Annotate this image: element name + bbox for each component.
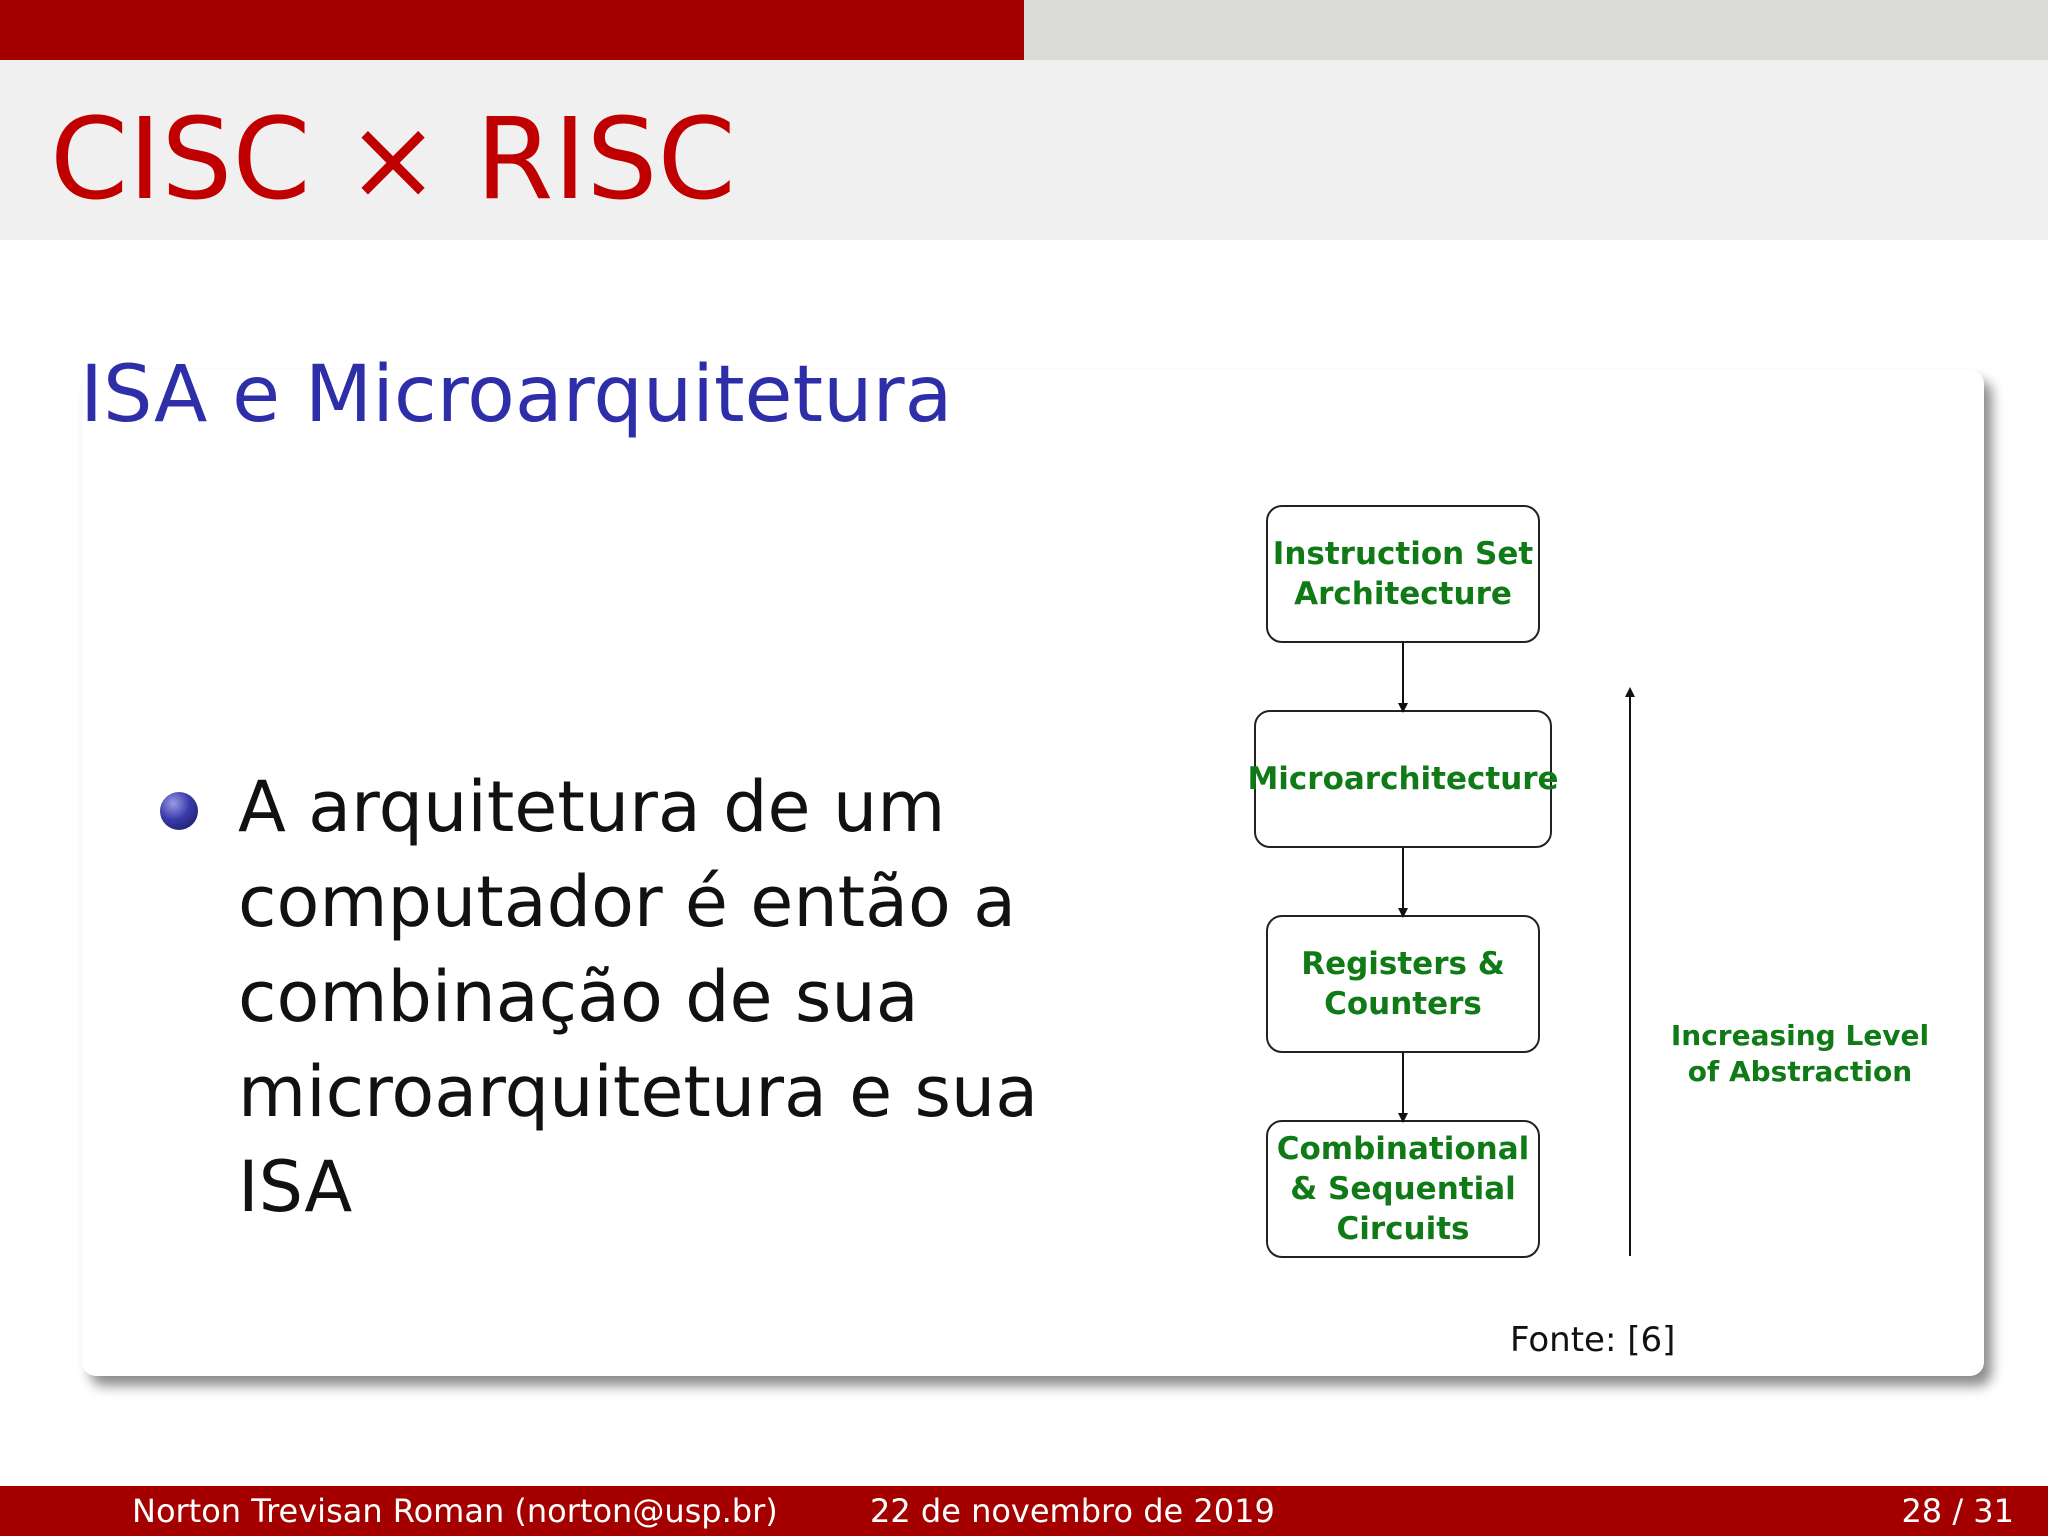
progress-track — [0, 0, 2048, 60]
footer-date: 22 de novembro de 2019 — [870, 1492, 1275, 1530]
footer-page-number: 28 / 31 — [1901, 1492, 2014, 1530]
level-registers-box: Registers & Counters — [1266, 915, 1540, 1053]
bullet-text: A arquitetura de um computador é então a combinação de sua microarquitetura e sua ISA — [238, 766, 1039, 1228]
level-microarchitecture-box: Microarchitecture — [1254, 710, 1552, 848]
block-title: ISA e Microarquitetura — [80, 350, 953, 440]
footer-bar — [0, 1486, 2048, 1536]
slide-title: CISC × RISC — [50, 95, 736, 225]
footer-author: Norton Trevisan Roman (norton@usp.br) — [132, 1492, 778, 1530]
source-citation: Fonte: [6] — [1510, 1320, 1676, 1360]
abstraction-label: Increasing Level of Abstraction — [1670, 1019, 1930, 1088]
level-circuits-box: Combinational & Sequential Circuits — [1266, 1120, 1540, 1258]
bullet-icon — [160, 792, 198, 830]
progress-fill — [0, 0, 1024, 60]
level-isa-box: Instruction Set Architecture — [1266, 505, 1540, 643]
